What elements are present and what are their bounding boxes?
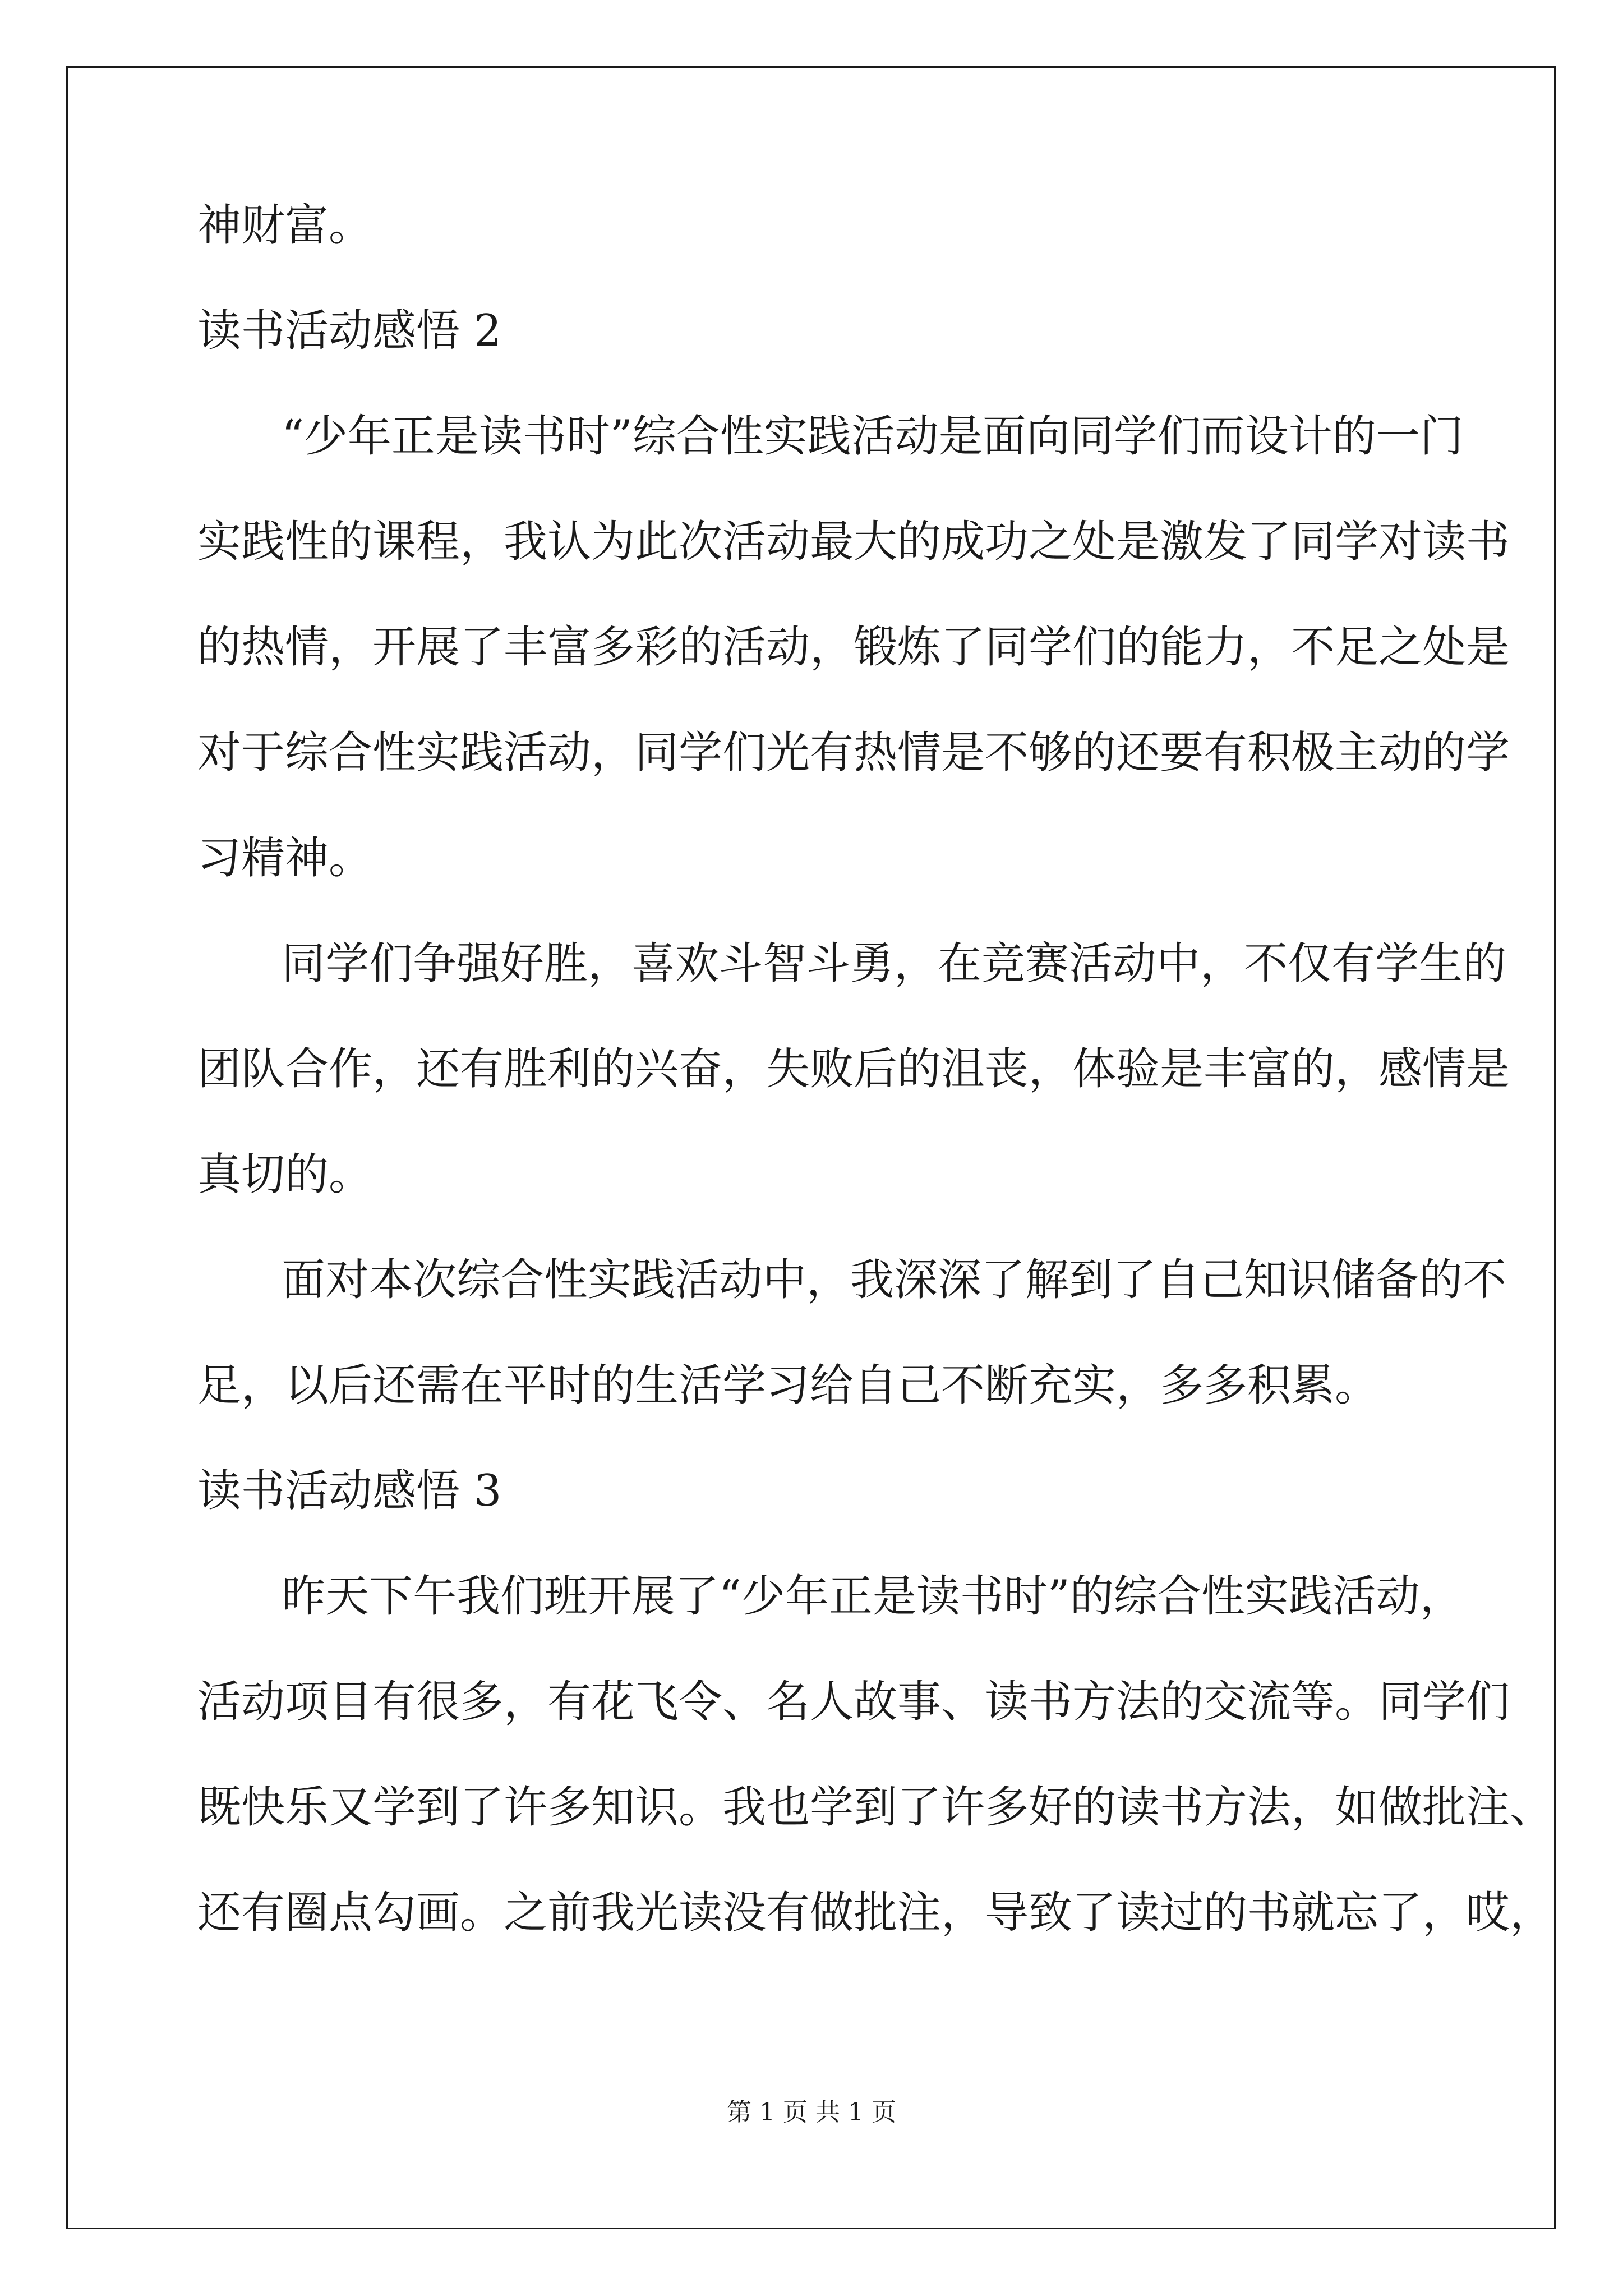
text-line: 对于综合性实践活动，同学们光有热情是不够的还要有积极主动的学 <box>197 728 1510 778</box>
text-line: 足，以后还需在平时的生活学习给自己不断充实，多多积累。 <box>197 1360 1379 1411</box>
text-line: 还有圈点勾画。之前我光读没有做批注，导致了读过的书就忘了，哎， <box>197 1888 1554 1938</box>
page-number-footer: 第 1 页 共 1 页 <box>727 2098 896 2127</box>
text-line: 同学们争强好胜，喜欢斗智斗勇，在竞赛活动中，不仅有学生的 <box>282 938 1507 989</box>
section-heading: 读书活动感悟 2 <box>197 306 502 356</box>
text-line: “少年正是读书时”综合性实践活动是面向同学们而设计的一门 <box>282 411 1464 462</box>
text-line: 面对本次综合性实践活动中，我深深了解到了自己知识储备的不 <box>282 1255 1507 1305</box>
text-line: 实践性的课程，我认为此次活动最大的成功之处是激发了同学对读书 <box>197 517 1510 567</box>
text-line: 团队合作，还有胜利的兴奋，失败后的沮丧，体验是丰富的，感情是 <box>197 1044 1510 1094</box>
text-line: 神财富。 <box>197 200 373 251</box>
text-line: 活动项目有很多，有花飞令、名人故事、读书方法的交流等。同学们 <box>197 1677 1510 1727</box>
text-line: 真切的。 <box>197 1149 373 1200</box>
text-line: 既快乐又学到了许多知识。我也学到了许多好的读书方法，如做批注、 <box>197 1782 1554 1833</box>
text-line: 昨天下午我们班开展了“少年正是读书时”的综合性实践活动， <box>282 1571 1464 1622</box>
section-heading: 读书活动感悟 3 <box>197 1466 502 1516</box>
text-line: 的热情，开展了丰富多彩的活动，锻炼了同学们的能力，不足之处是 <box>197 622 1510 673</box>
text-line: 习精神。 <box>197 833 373 884</box>
